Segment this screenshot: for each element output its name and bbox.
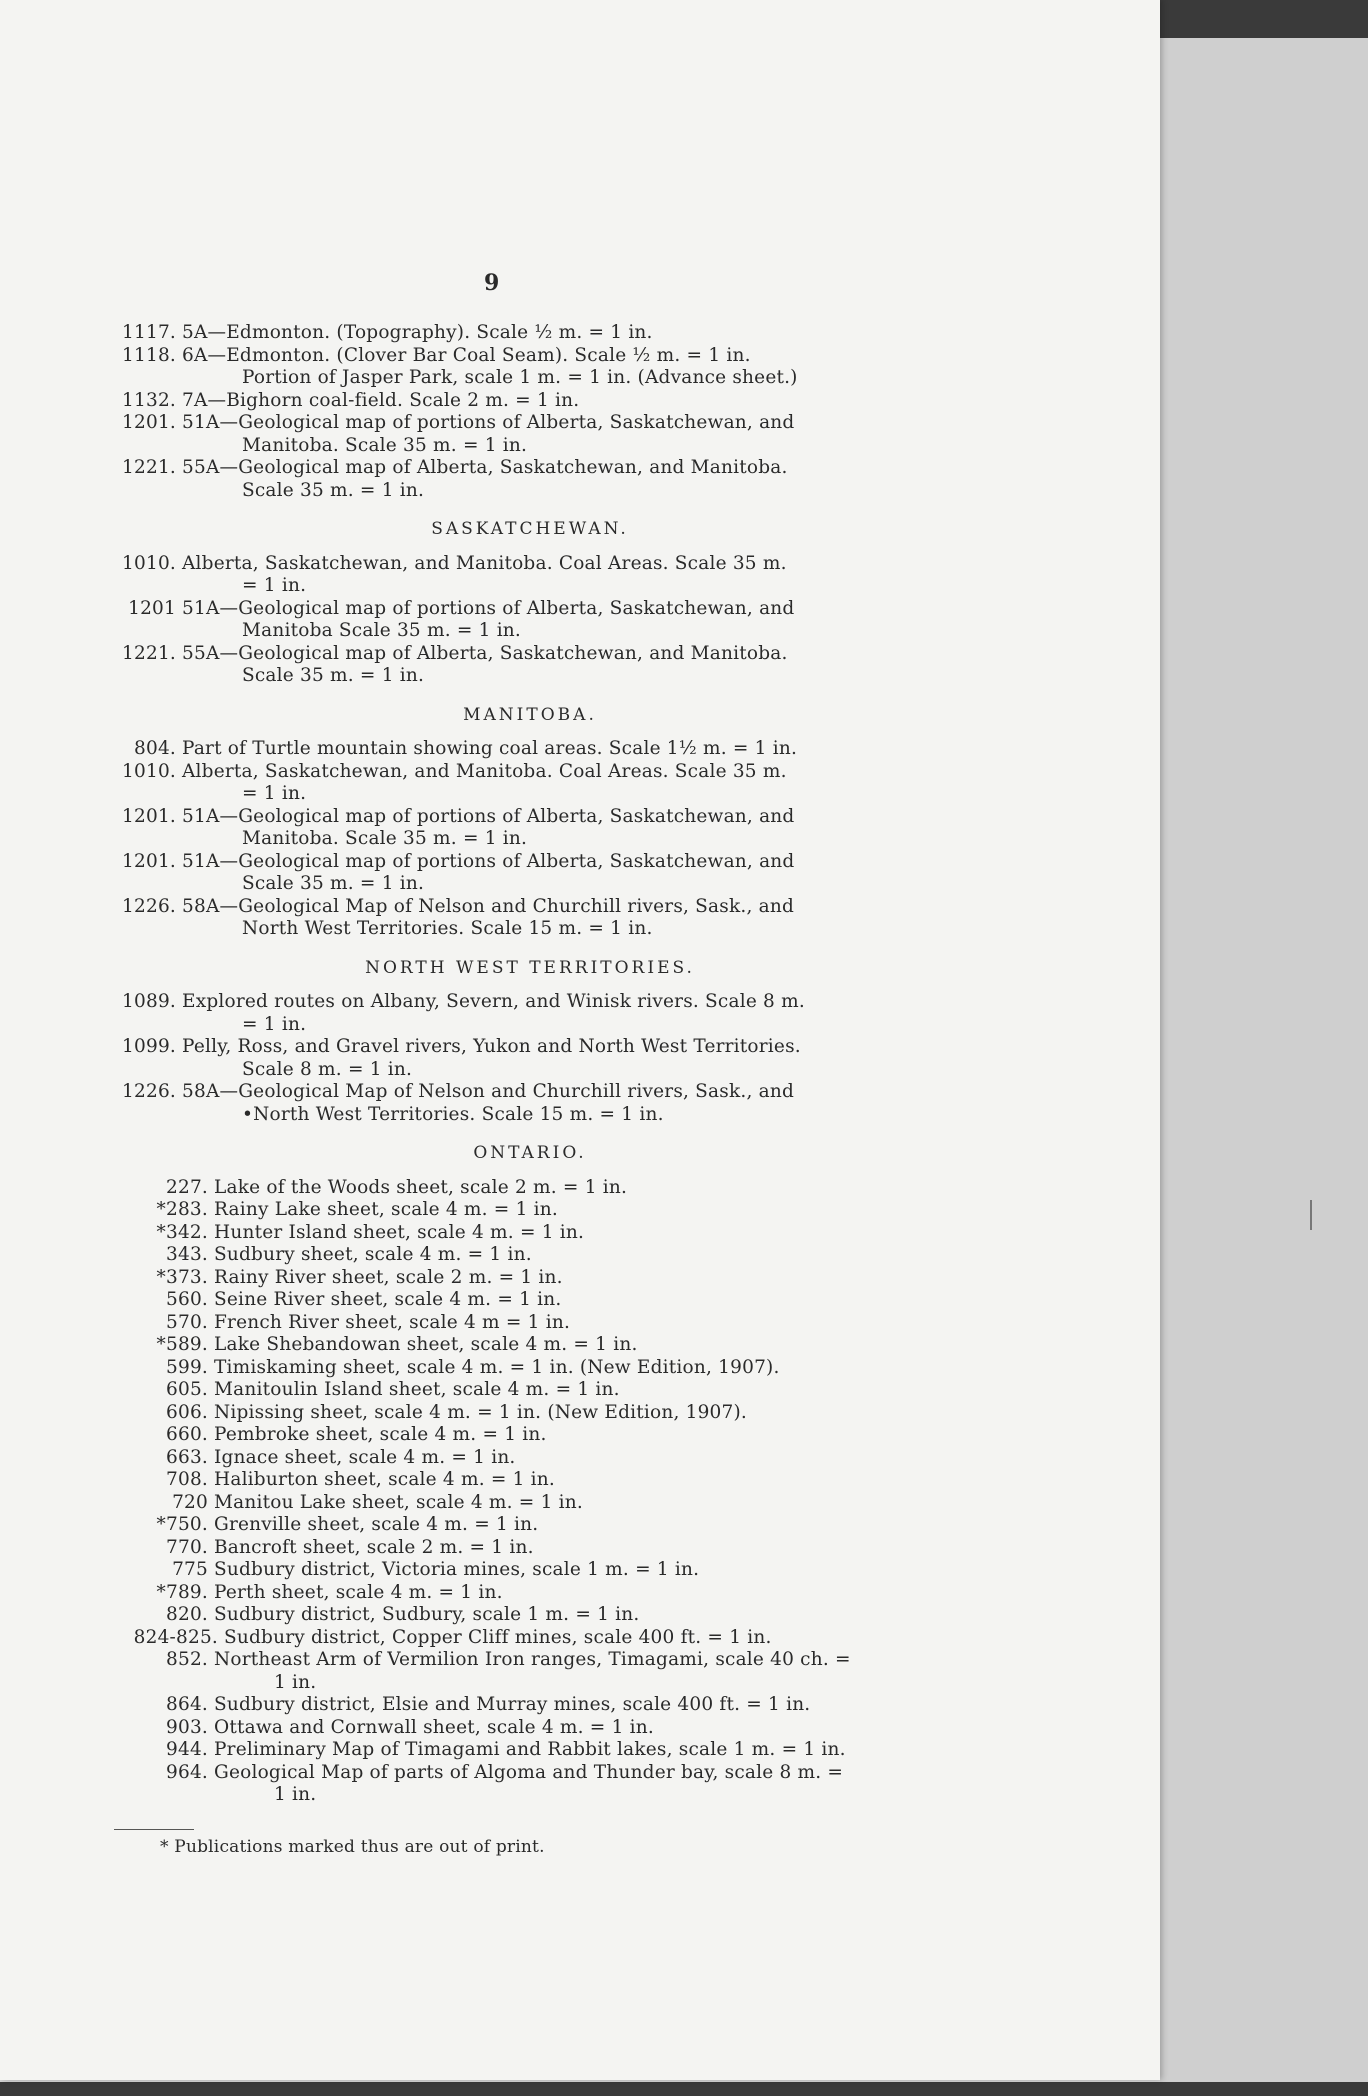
entry-text: 58A—Geological Map of Nelson and Churchill rivers, Sask., and [182, 895, 795, 917]
list-item [100, 738, 920, 761]
entry-text: Sudbury district, Copper Cliff mines, scale 400 ft. = 1 in. [224, 1626, 772, 1648]
entry-text: Lake Shebandowan sheet, scale 4 m. = 1 in. [214, 1334, 638, 1355]
list-item [100, 1081, 920, 1126]
entry-number: 903. [166, 1716, 208, 1738]
list-item [100, 1267, 920, 1290]
list-item [100, 1177, 920, 1200]
entry-number: 824-825. [133, 1626, 218, 1648]
entry-text: 51A—Geological map of portions of Alberta, Saskatchewan, and [182, 597, 795, 619]
list-item [100, 345, 920, 390]
list-item [100, 412, 920, 457]
list-item [100, 1289, 920, 1312]
entry-text: 7A—Bighorn coal-field. Scale 2 m. = 1 in. [182, 389, 580, 411]
entry-text: Sudbury district, Victoria mines, scale 1 m. = 1 in. [214, 1559, 700, 1580]
entry-text: French River sheet, scale 4 m = 1 in. [214, 1311, 571, 1333]
entry-number: *373. [156, 1266, 208, 1288]
list-item [100, 1694, 920, 1717]
entry-continuation: •North West Territories. Scale 15 m. = 1 in. [242, 1103, 664, 1125]
entry-text: Geological Map of parts of Algoma and Thunder bay, scale 8 m. = [214, 1761, 844, 1783]
entry-text: Bancroft sheet, scale 2 m. = 1 in. [214, 1536, 534, 1558]
nwt-section [100, 991, 920, 1126]
list-item [100, 322, 920, 345]
entry-text: Preliminary Map of Timagami and Rabbit lakes, scale 1 m. = 1 in. [214, 1739, 846, 1760]
entry-continuation: = 1 in. [242, 575, 307, 596]
entry-number: 852. [166, 1649, 208, 1670]
entry-number: 1010. [122, 760, 176, 782]
entry-text: Nipissing sheet, scale 4 m. = 1 in. (New Edition, 1907). [214, 1401, 747, 1423]
entry-number: *789. [156, 1581, 208, 1603]
list-item [100, 1244, 920, 1267]
list-item [100, 1357, 920, 1380]
list-item [100, 1559, 920, 1582]
list-item [100, 1424, 920, 1447]
entry-number: 1099. [122, 1036, 176, 1057]
alberta-section [100, 322, 920, 502]
list-item [100, 553, 920, 598]
entry-text: Explored routes on Albany, Severn, and Winisk rivers. Scale 8 m. [182, 991, 805, 1012]
entry-text: 55A—Geological map of Alberta, Saskatchewan, and Manitoba. [182, 642, 788, 664]
section-heading-ontario: ONTARIO. [473, 1143, 587, 1163]
entry-number: 606. [166, 1401, 208, 1423]
list-item [100, 1036, 920, 1081]
entry-text: Manitou Lake sheet, scale 4 m. = 1 in. [214, 1491, 583, 1513]
entry-number: 775 [172, 1559, 208, 1580]
entry-number: 1221. [122, 457, 176, 478]
page-number: 9 [484, 270, 500, 296]
entry-continuation: = 1 in. [242, 1013, 307, 1035]
entry-text: Pelly, Ross, and Gravel rivers, Yukon and North West Territories. [182, 1036, 801, 1057]
list-item [100, 1402, 920, 1425]
scan-bottom-border [0, 2082, 1368, 2096]
list-item [100, 1222, 920, 1245]
list-item [100, 1649, 920, 1694]
entry-number: 1221. [122, 642, 176, 664]
list-item [100, 1604, 920, 1627]
entry-text: Rainy Lake sheet, scale 4 m. = 1 in. [214, 1199, 558, 1220]
footnote-rule [114, 1829, 194, 1830]
entry-number: *283. [156, 1199, 208, 1220]
list-item [100, 1739, 920, 1762]
entry-continuation: Manitoba. Scale 35 m. = 1 in. [242, 828, 528, 849]
entry-number: 1201. [122, 805, 176, 827]
entry-number: *750. [156, 1514, 208, 1535]
entry-text: Sudbury district, Sudbury, scale 1 m. = 1 in. [214, 1604, 640, 1625]
entry-continuation: Scale 35 m. = 1 in. [242, 665, 425, 686]
manitoba-section [100, 738, 920, 941]
entry-number: 1226. [122, 1081, 176, 1102]
entry-number: 944. [166, 1739, 208, 1760]
entry-text: 55A—Geological map of Alberta, Saskatchewan, and Manitoba. [182, 457, 788, 478]
entry-continuation: 1 in. [274, 1784, 317, 1805]
list-item [100, 390, 920, 413]
entry-continuation: 1 in. [274, 1671, 317, 1693]
list-item [100, 896, 920, 941]
list-item [100, 761, 920, 806]
list-item [100, 1447, 920, 1470]
entry-text: Pembroke sheet, scale 4 m. = 1 in. [214, 1424, 547, 1445]
entry-text: 58A—Geological Map of Nelson and Churchill rivers, Sask., and [182, 1081, 795, 1102]
map-list [100, 322, 920, 1858]
list-item [100, 1379, 920, 1402]
entry-continuation: Portion of Jasper Park, scale 1 m. = 1 in. (Advance sheet.) [242, 367, 798, 388]
entry-number: 820. [166, 1604, 208, 1625]
saskatchewan-section [100, 553, 920, 688]
entry-text: Alberta, Saskatchewan, and Manitoba. Coal Areas. Scale 35 m. [182, 552, 787, 574]
entry-continuation: North West Territories. Scale 15 m. = 1 in. [242, 918, 653, 939]
entry-continuation: Scale 35 m. = 1 in. [242, 873, 425, 894]
list-item [100, 598, 920, 643]
entry-text: Seine River sheet, scale 4 m. = 1 in. [214, 1289, 562, 1310]
section-heading-saskatchewan: SASKATCHEWAN. [431, 519, 629, 539]
section-heading-manitoba: MANITOBA. [463, 704, 597, 725]
entry-text: Hunter Island sheet, scale 4 m. = 1 in. [214, 1221, 585, 1243]
entry-text: 51A—Geological map of portions of Alberta, Saskatchewan, and [182, 850, 795, 872]
section-heading-nwt: NORTH WEST TERRITORIES. [365, 957, 695, 978]
entry-number: 1118. [122, 344, 176, 366]
entry-number: 864. [166, 1694, 208, 1715]
entry-text: Sudbury sheet, scale 4 m. = 1 in. [214, 1244, 532, 1265]
entry-text: Sudbury district, Elsie and Murray mines, scale 400 ft. = 1 in. [214, 1694, 811, 1715]
list-item [100, 1582, 920, 1605]
entry-number: 663. [166, 1446, 208, 1468]
list-item [100, 851, 920, 896]
list-item [100, 1334, 920, 1357]
entry-number: 1201. [122, 412, 176, 433]
entry-continuation: Manitoba. Scale 35 m. = 1 in. [242, 434, 528, 456]
list-item [100, 1514, 920, 1537]
entry-number: 1132. [122, 389, 176, 411]
list-item [100, 1492, 920, 1515]
entry-text: Perth sheet, scale 4 m. = 1 in. [214, 1581, 503, 1603]
list-item [100, 991, 920, 1036]
entry-continuation: Manitoba Scale 35 m. = 1 in. [242, 620, 522, 641]
scan-speck [1310, 1200, 1312, 1230]
entry-text: Alberta, Saskatchewan, and Manitoba. Coal Areas. Scale 35 m. [182, 760, 787, 782]
list-item [100, 1199, 920, 1222]
entry-number: 570. [166, 1311, 208, 1333]
list-item [100, 457, 920, 502]
entry-text: Grenville sheet, scale 4 m. = 1 in. [214, 1514, 539, 1535]
entry-number: 720 [172, 1491, 208, 1513]
entry-number: 1201. [122, 850, 176, 872]
entry-number: *342. [156, 1221, 208, 1243]
list-item [100, 1537, 920, 1560]
entry-number: 343. [166, 1244, 208, 1265]
list-item [100, 1717, 920, 1740]
list-item [100, 1312, 920, 1335]
entry-text: Ottawa and Cornwall sheet, scale 4 m. = 1 in. [214, 1716, 654, 1738]
list-item [100, 1762, 920, 1807]
list-item [100, 1469, 920, 1492]
entry-text: Timiskaming sheet, scale 4 m. = 1 in. (New Edition, 1907). [214, 1356, 780, 1378]
entry-number: 804. [134, 738, 176, 759]
entry-text: Manitoulin Island sheet, scale 4 m. = 1 in. [214, 1379, 620, 1400]
entry-text: 51A—Geological map of portions of Alberta, Saskatchewan, and [182, 805, 795, 827]
entry-number: 1089. [122, 991, 176, 1012]
entry-number: 227. [166, 1176, 208, 1198]
entry-number: 1010. [122, 552, 176, 574]
entry-text: 6A—Edmonton. (Clover Bar Coal Seam). Scale ½ m. = 1 in. [182, 344, 751, 366]
entry-text: 51A—Geological map of portions of Alberta, Saskatchewan, and [182, 412, 795, 433]
entry-text: Northeast Arm of Vermilion Iron ranges, Timagami, scale 40 ch. = [214, 1649, 851, 1670]
entry-text: 5A—Edmonton. (Topography). Scale ½ m. = 1 in. [182, 322, 653, 343]
list-item [100, 1627, 920, 1650]
entry-text: Haliburton sheet, scale 4 m. = 1 in. [214, 1469, 555, 1490]
entry-continuation: Scale 8 m. = 1 in. [242, 1058, 413, 1080]
entry-number: 660. [166, 1424, 208, 1445]
entry-number: 1201 [128, 597, 176, 619]
entry-text: Lake of the Woods sheet, scale 2 m. = 1 in. [214, 1176, 628, 1198]
entry-text: Rainy River sheet, scale 2 m. = 1 in. [214, 1266, 563, 1288]
list-item [100, 806, 920, 851]
entry-number: 560. [166, 1289, 208, 1310]
scan-background-strip [1160, 38, 1368, 2096]
entry-number: 605. [166, 1379, 208, 1400]
entry-number: 708. [166, 1469, 208, 1490]
footnote: * Publications marked thus are out of print. [160, 1836, 545, 1857]
ontario-section [100, 1177, 920, 1807]
entry-number: 1117. [122, 322, 176, 343]
entry-number: 770. [166, 1536, 208, 1558]
entry-text: Ignace sheet, scale 4 m. = 1 in. [214, 1446, 516, 1468]
entry-number: 599. [166, 1356, 208, 1378]
entry-number: 1226. [122, 895, 176, 917]
entry-text: Part of Turtle mountain showing coal areas. Scale 1½ m. = 1 in. [182, 738, 798, 759]
entry-number: 964. [166, 1761, 208, 1783]
entry-number: *589. [156, 1334, 208, 1355]
entry-continuation: Scale 35 m. = 1 in. [242, 479, 425, 501]
list-item [100, 643, 920, 688]
entry-continuation: = 1 in. [242, 783, 307, 804]
